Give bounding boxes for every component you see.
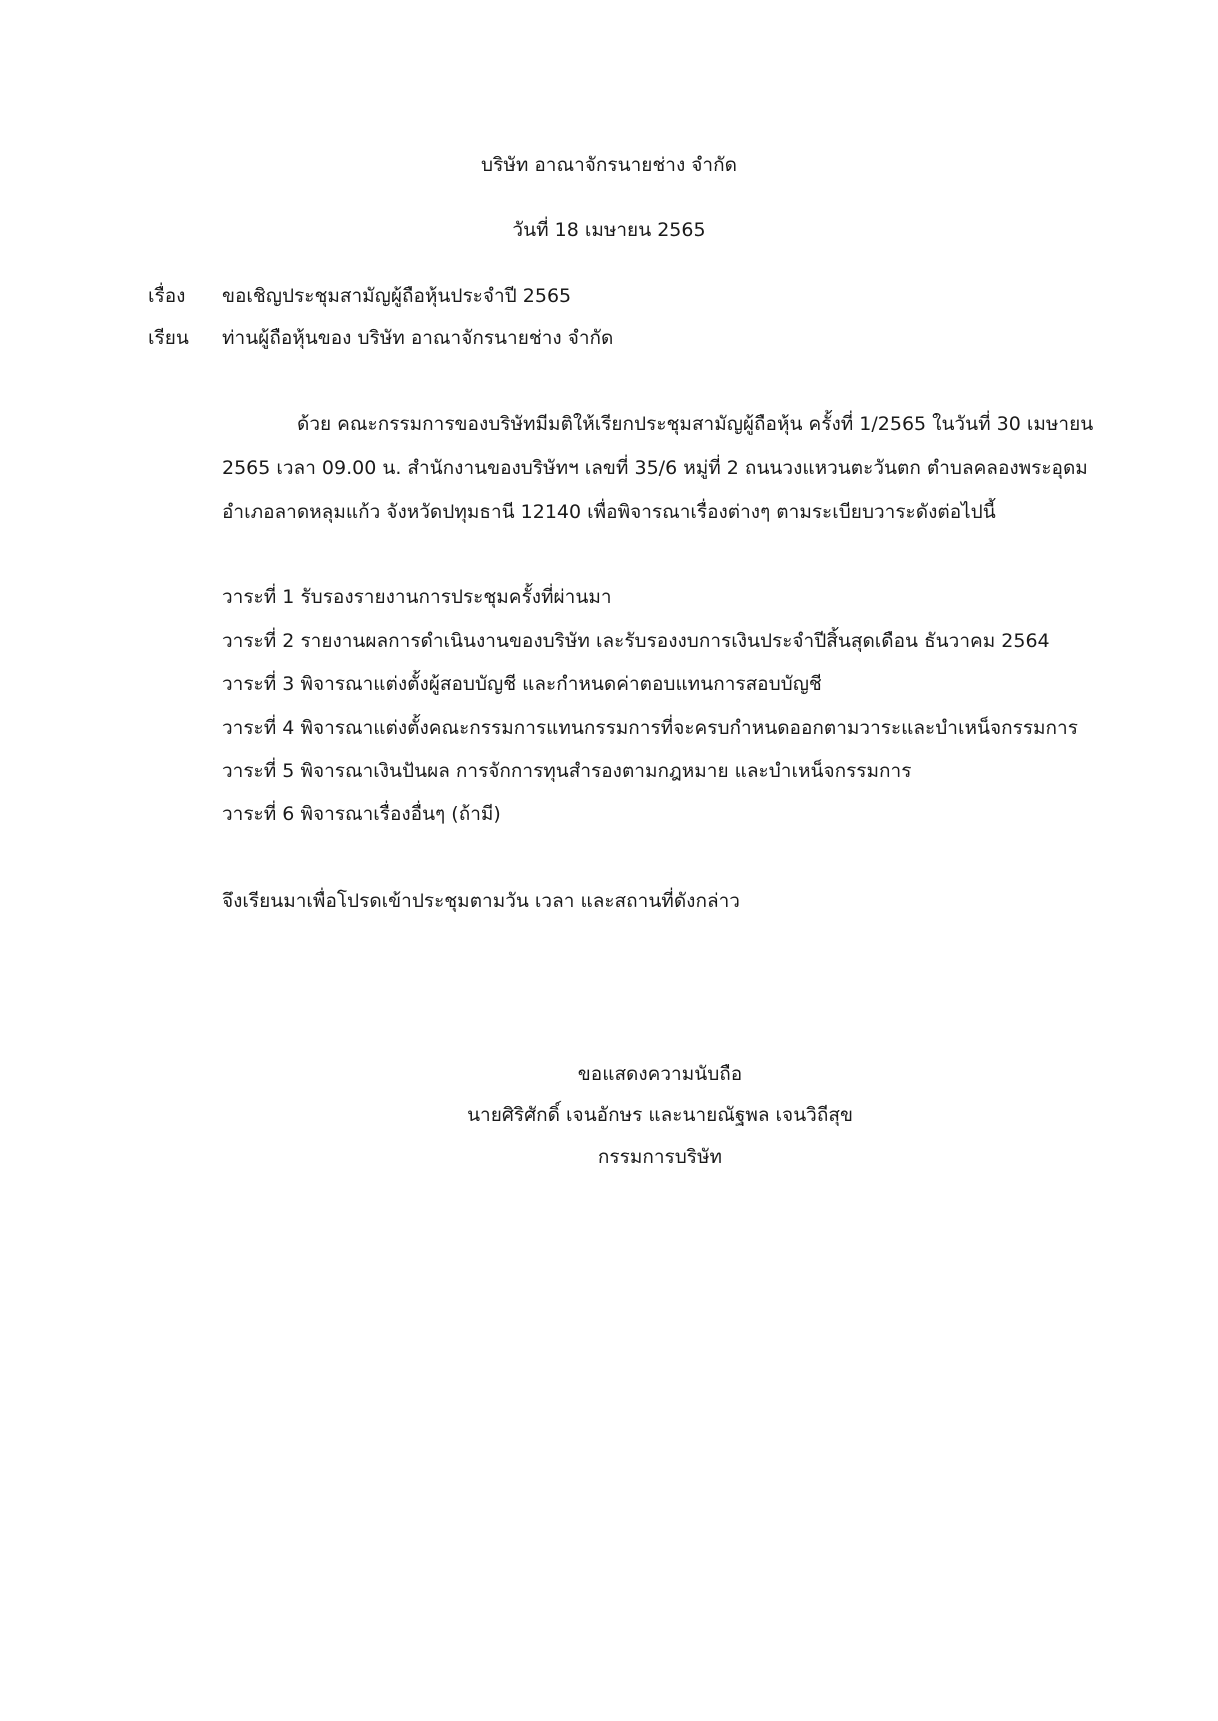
body-line-3: อำเภอลาดหลุมแก้ว จังหวัดปทุมธานี 12140 เพื่อพิจารณาเรื่องต่างๆ ตามระเบียบวาระดังต่อไปนี้ <box>222 501 996 523</box>
company-name: บริษัท อาณาจักรนายช่าง จำกัด <box>481 154 737 176</box>
closing-text: จึงเรียนมาเพื่อโปรดเข้าประชุมตามวัน เวลา และสถานที่ดังกล่าว <box>222 890 740 912</box>
signature-salutation: ขอแสดงความนับถือ <box>577 1063 743 1085</box>
recipient-label: เรียน <box>148 327 189 349</box>
recipient-text: ท่านผู้ถือหุ้นของ บริษัท อาณาจักรนายช่าง จำกัด <box>222 327 614 349</box>
agenda-item-2: วาระที่ 2 รายงานผลการดำเนินงานของบริษัท เละรับรองงบการเงินประจำปีสิ้นสุดเดือน ธันวาคม 2564 <box>222 630 1050 652</box>
signature-title: กรรมการบริษัท <box>597 1146 723 1168</box>
agenda-item-5: วาระที่ 5 พิจารณาเงินปันผล การจักการทุนสำรองตามกฎหมาย และบำเหน็จกรรมการ <box>222 760 912 782</box>
letter-date: วันที่ 18 เมษายน 2565 <box>512 219 706 241</box>
signature-names: นายศิริศักดิ์ เจนอักษร และนายณัฐพล เจนวิถีสุข <box>467 1104 853 1126</box>
subject-label: เรื่อง <box>148 285 186 307</box>
body-line-2: 2565 เวลา 09.00 น. สำนักงานของบริษัทฯ เลขที่ 35/6 หมู่ที่ 2 ถนนวงแหวนตะวันตก ตำบลคลองพระอุดม <box>222 457 1088 479</box>
subject-text: ขอเชิญประชุมสามัญผู้ถือหุ้นประจำปี 2565 <box>222 285 572 307</box>
agenda-item-4: วาระที่ 4 พิจารณาแต่งตั้งคณะกรรมการแทนกรรมการที่จะครบกำหนดออกตามวาระและบำเหน็จกรรมการ <box>222 717 1078 739</box>
agenda-item-3: วาระที่ 3 พิจารณาแต่งตั้งผู้สอบบัญชี และกำหนดค่าตอบแทนการสอบบัญชี <box>222 673 822 695</box>
body-line-1: ด้วย คณะกรรมการของบริษัทมีมติให้เรียกประชุมสามัญผู้ถือหุ้น ครั้งที่ 1/2565 ในวันที่ 30 เมษายน <box>297 413 1094 435</box>
agenda-item-6: วาระที่ 6 พิจารณาเรื่องอื่นๆ (ถ้ามี) <box>222 803 501 825</box>
agenda-item-1: วาระที่ 1 รับรองรายงานการประชุมครั้งที่ผ่านมา <box>222 586 612 608</box>
